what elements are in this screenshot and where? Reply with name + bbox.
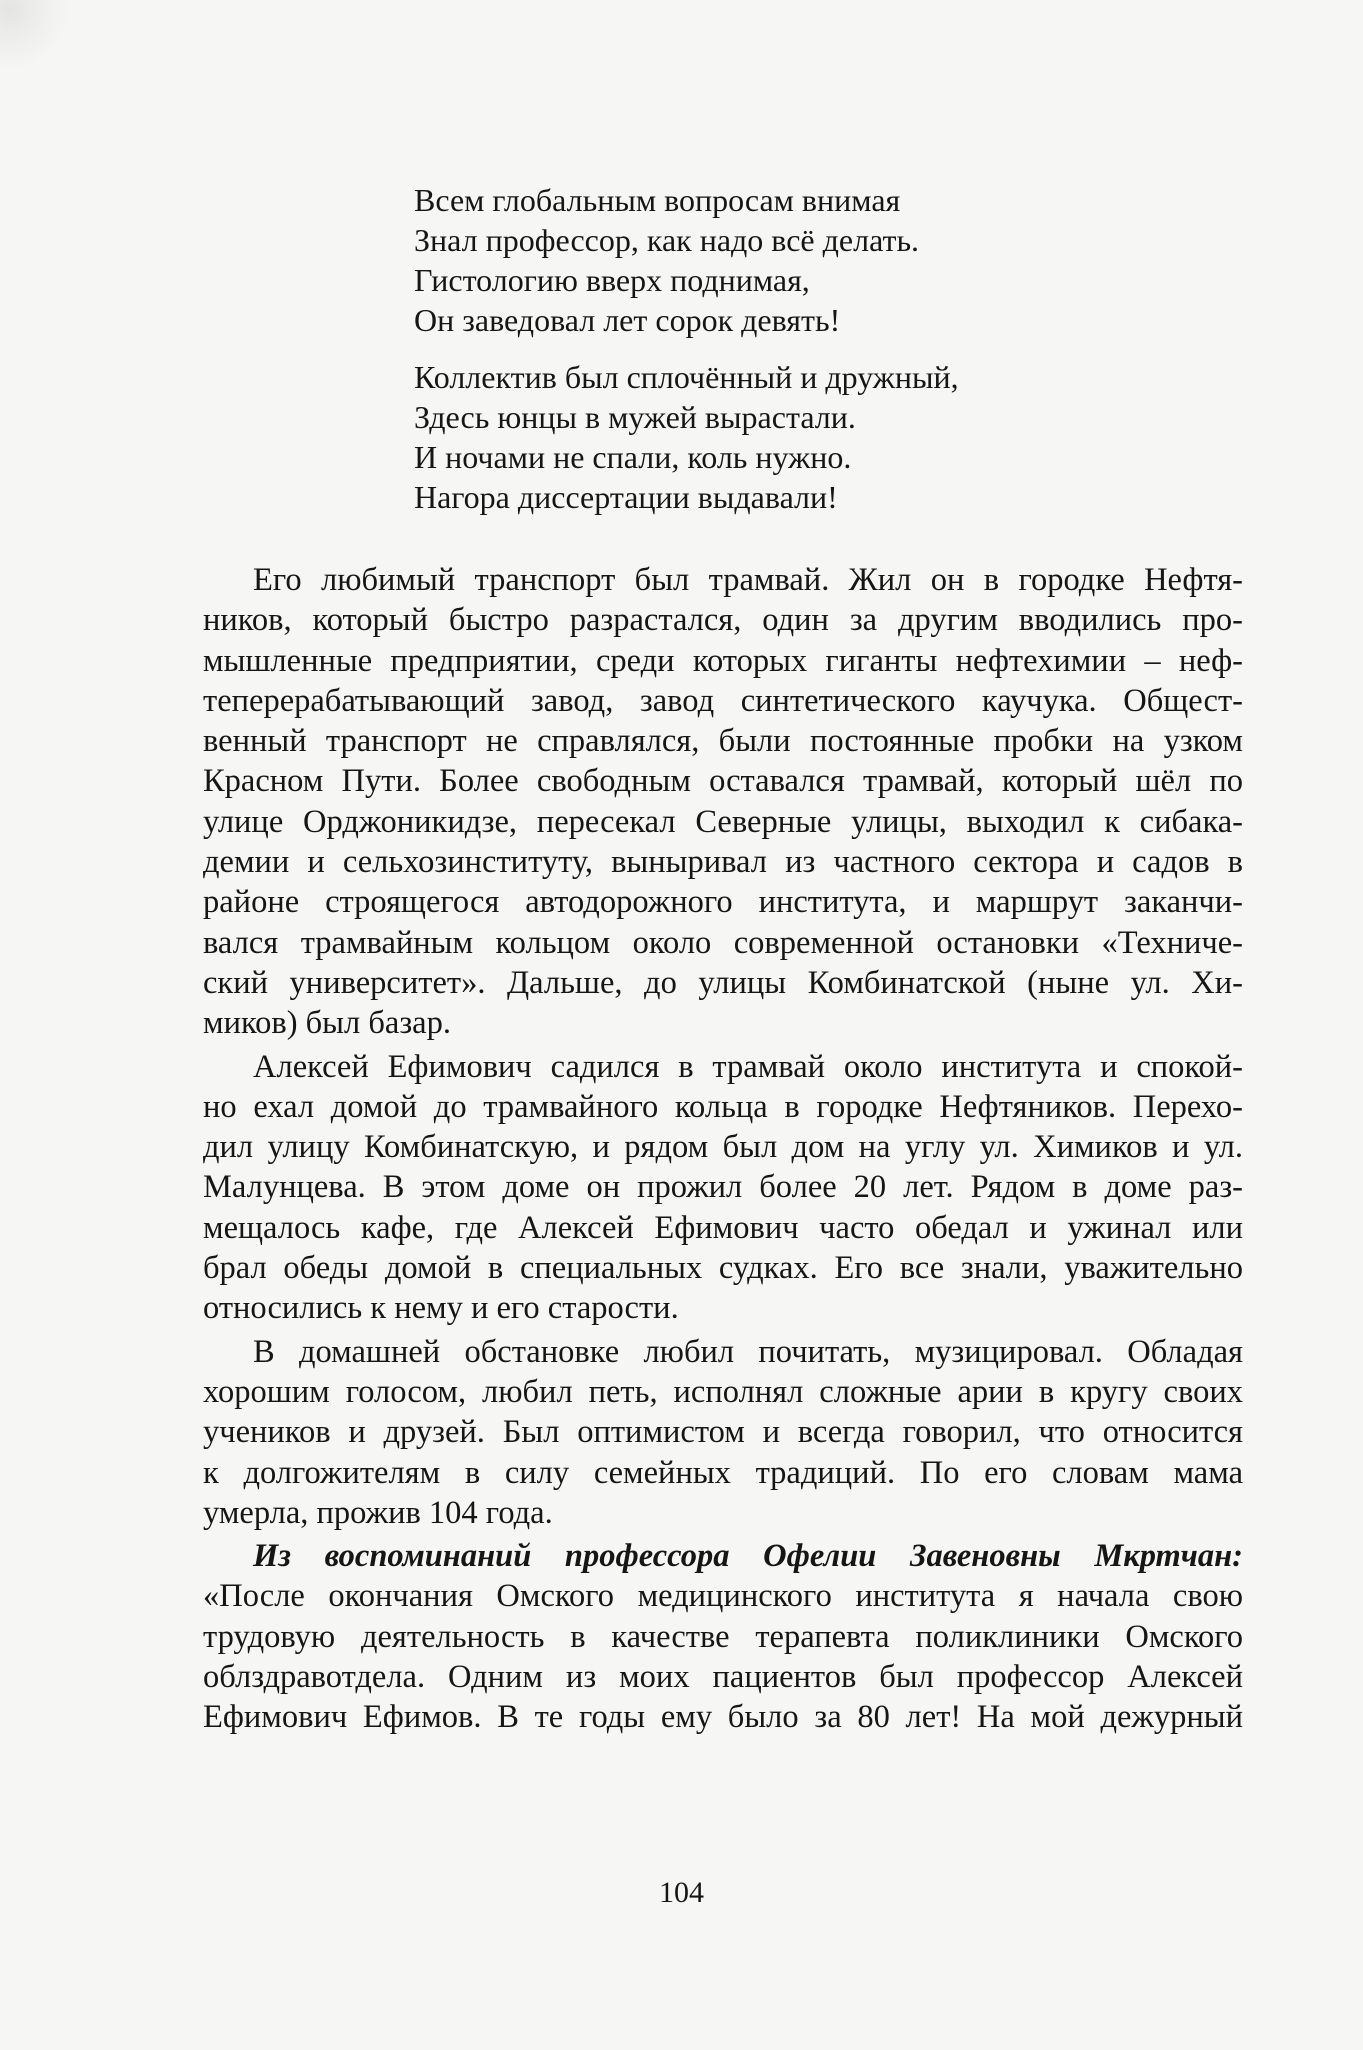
text-line: вался трамвайным кольцом около современной остановки «Техниче- xyxy=(203,924,1243,961)
poem-line: Гистологию вверх поднимая, xyxy=(414,262,810,298)
memoir-heading: Из воспоминаний профессора Офелии Завеновны Мкртчан: xyxy=(253,1538,1243,1575)
poem-line: Здесь юнцы в мужей вырастали. xyxy=(414,399,856,435)
text-line: дил улицу Комбинатскую, и рядом был дом на углу ул. Химиков и ул. xyxy=(203,1129,1243,1166)
text-line: Алексей Ефимович садился в трамвай около института и спокой- xyxy=(253,1048,1243,1085)
poem-line: И ночами не спали, коль нужно. xyxy=(414,439,852,475)
paragraph-music xyxy=(203,1332,1243,1533)
poem-line: Нагора диссертации выдавали! xyxy=(414,479,838,515)
poem xyxy=(414,180,1134,534)
text-line: Ефимович Ефимов. В те годы ему было за 80 лет! На мой дежурный xyxy=(203,1699,1243,1736)
text-line: улице Орджоникидзе, пересекал Северные улицы, выходил к сибака- xyxy=(203,803,1243,840)
scan-corner-shadow xyxy=(0,0,70,70)
paragraph-home xyxy=(203,1047,1243,1329)
text-line: ников, который быстро разрастался, один за другим вводились про- xyxy=(203,602,1243,639)
text-line: к долгожителям в силу семейных традиций. По его словам мама xyxy=(203,1454,1243,1491)
text-line: Его любимый транспорт был трамвай. Жил он в городке Нефтя- xyxy=(253,562,1243,598)
poem-line: Всем глобальным вопросам внимая xyxy=(414,182,901,218)
text-line: хорошим голосом, любил петь, исполнял сложные арии в кругу своих xyxy=(203,1373,1243,1410)
text-line: В домашней обстановке любил почитать, музицировал. Обладая xyxy=(253,1333,1243,1370)
text-line: облздравотдела. Одним из моих пациентов был профессор Алексей xyxy=(203,1659,1243,1696)
text-line: районе строящегося автодорожного института, и маршрут заканчи- xyxy=(203,884,1243,921)
text-line: трудовую деятельность в качестве терапевта поликлиники Омского xyxy=(203,1618,1243,1655)
poem-stanza-2 xyxy=(414,357,1134,517)
text-line: ский университет». Дальше, до улицы Комбинатской (ныне ул. Хи- xyxy=(203,964,1243,1001)
text-line: демии и сельхозинституту, выныривал из частного сектора и садов в xyxy=(203,844,1243,881)
poem-stanza-1 xyxy=(414,180,1134,340)
text-line: мышленные предприятии, среди которых гиганты нефтехимии – неф- xyxy=(203,642,1243,679)
text-line: «После окончания Омского медицинского института я начала свою xyxy=(203,1578,1243,1615)
text-line: но ехал домой до трамвайного кольца в городке Нефтяников. Перехо- xyxy=(203,1088,1243,1125)
poem-line: Коллектив был сплочённый и дружный, xyxy=(414,359,959,395)
text-line: учеников и друзей. Был оптимистом и всегда говорил, что относится xyxy=(203,1414,1243,1451)
body-text xyxy=(203,560,1243,1741)
text-line: умерла, прожив 104 года. xyxy=(203,1494,553,1531)
text-line: мещалось кафе, где Алексей Ефимович часто обедал и ужинал или xyxy=(203,1209,1243,1246)
poem-line: Он заведовал лет сорок девять! xyxy=(414,302,841,338)
poem-line: Знал профессор, как надо всё делать. xyxy=(414,222,920,258)
text-line: брал обеды домой в специальных судках. Его все знали, уважительно xyxy=(203,1250,1243,1287)
memoir-heading-line xyxy=(203,1536,1243,1576)
text-line: относились к нему и его старости. xyxy=(203,1290,679,1327)
paragraph-memoir xyxy=(203,1536,1243,1737)
page-number: 104 xyxy=(659,1876,704,1909)
text-line: Красном Пути. Более свободным оставался трамвай, который шёл по xyxy=(203,763,1243,800)
text-line: Малунцева. В этом доме он прожил более 20 лет. Рядом в доме раз- xyxy=(203,1169,1243,1206)
text-line: венный транспорт не справлялся, были постоянные пробки на узком xyxy=(203,723,1243,760)
paragraph-transport xyxy=(203,560,1243,1044)
text-line: теперерабатывающий завод, завод синтетического каучука. Общест- xyxy=(203,682,1243,719)
text-line: миков) был базар. xyxy=(203,1005,451,1042)
